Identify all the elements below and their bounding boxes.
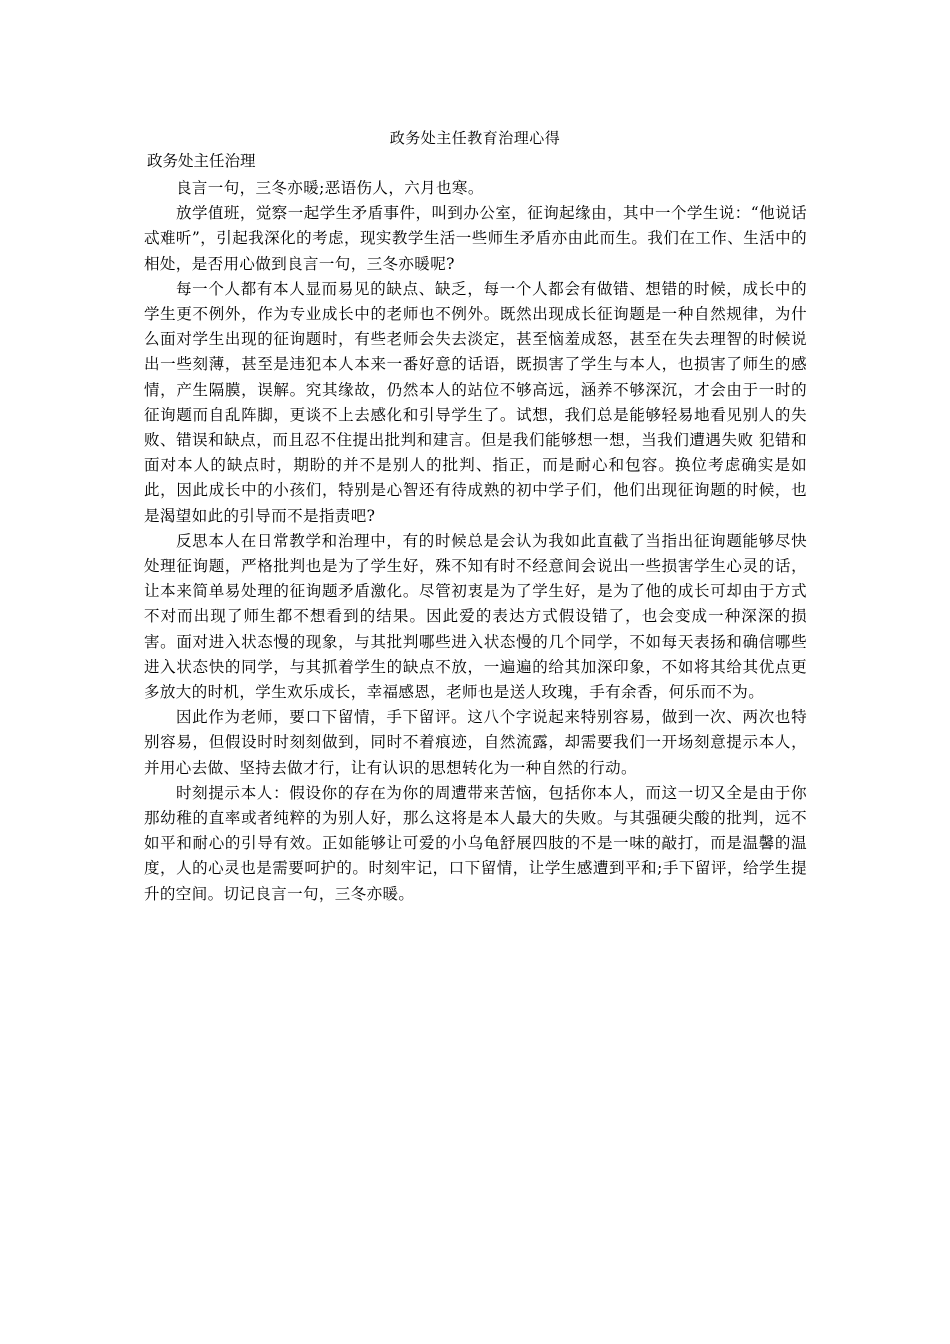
- paragraph: 每一个人都有本人显而易见的缺点、缺乏，每一个人都会有做错、想错的时候，成长中的学生更不例外，作为专业成长中的老师也不例外。既然出现成长征询题是一种自然规律，为什么面对学生出现的征询题时，有些老师会失去淡定，甚至恼羞成怒，甚至在失去理智的时候说出一些刻薄，甚至是违犯本人本来一番好意的话语，既损害了学生与本人，也损害了师生的感情，产生隔膜，误解。究其缘故，仍然本人的站位不够高远，涵养不够深沉，才会由于一时的征询题而自乱阵脚，更谈不上去感化和引导学生了。试想，我们总是能够轻易地看见别人的失败、错误和缺点，而且忍不住提出批判和建言。但是我们能够想一想，当我们遭遇失败 犯错和面对本人的缺点时，期盼的并不是别人的批判、指正，而是耐心和包容。换位考虑确实是如此，因此成长中的小孩们，特别是心智还有待成熟的初中学子们，他们出现征询题的时候，也是渴望如此的引导而不是指责吧?: [144, 279, 807, 525]
- paragraph: 良言一句，三冬亦暖;恶语伤人，六月也寒。: [176, 179, 484, 197]
- document-body: [144, 176, 807, 907]
- paragraph: 时刻提示本人：假设你的存在为你的周遭带来苦恼，包括你本人，而这一切又全是由于你那幼稚的直率或者纯粹的为别人好，那么这将是本人最大的失败。与其强硬尖酸的批判，远不如平和耐心的引导有效。正如能够让可爱的小乌龟舒展四肢的不是一味的敲打，而是温馨的温度，人的心灵也是需要呵护的。时刻牢记，口下留情，让学生感遭到平和;手下留评，给学生提升的空间。切记良言一句，三冬亦暖。: [144, 783, 807, 903]
- paragraph: 因此作为老师，要口下留情，手下留评。这八个字说起来特别容易，做到一次、两次也特别容易，但假设时时刻刻做到，同时不着痕迹，自然流露，却需要我们一开场刻意提示本人，并用心去做、坚持去做才行，让有认识的思想转化为一种自然的行动。: [144, 708, 807, 777]
- paragraph: 反思本人在日常教学和治理中，有的时候总是会认为我如此直截了当指出征询题能够尽快处理征询题，严格批判也是为了学生好，殊不知有时不经意间会说出一些损害学生心灵的话，让本来简单易处理的征询题矛盾激化。尽管初衷是为了学生好，是为了他的成长可却由于方式不对而出现了师生都不想看到的结果。因此爱的表达方式假设错了，也会变成一种深深的损害。面对进入状态慢的现象，与其批判哪些进入状态慢的几个同学，不如每天表扬和确信哪些进入状态快的同学，与其抓着学生的缺点不放，一遍遍的给其加深印象，不如将其给其优点更多放大的时机，学生欢乐成长，幸福感恩，老师也是送人玫瑰，手有余香，何乐而不为。: [144, 531, 807, 702]
- document-title: 政务处主任教育治理心得: [389, 129, 561, 147]
- paragraph: 放学值班，觉察一起学生矛盾事件，叫到办公室，征询起缘由，其中一个学生说：“他说话忒难听”，引起我深化的考虑，现实教学生活一些师生矛盾亦由此而生。我们在工作、生活中的相处，是否用心做到良言一句，三冬亦暖呢?: [144, 204, 807, 273]
- document-subtitle: 政务处主任治理: [147, 152, 256, 170]
